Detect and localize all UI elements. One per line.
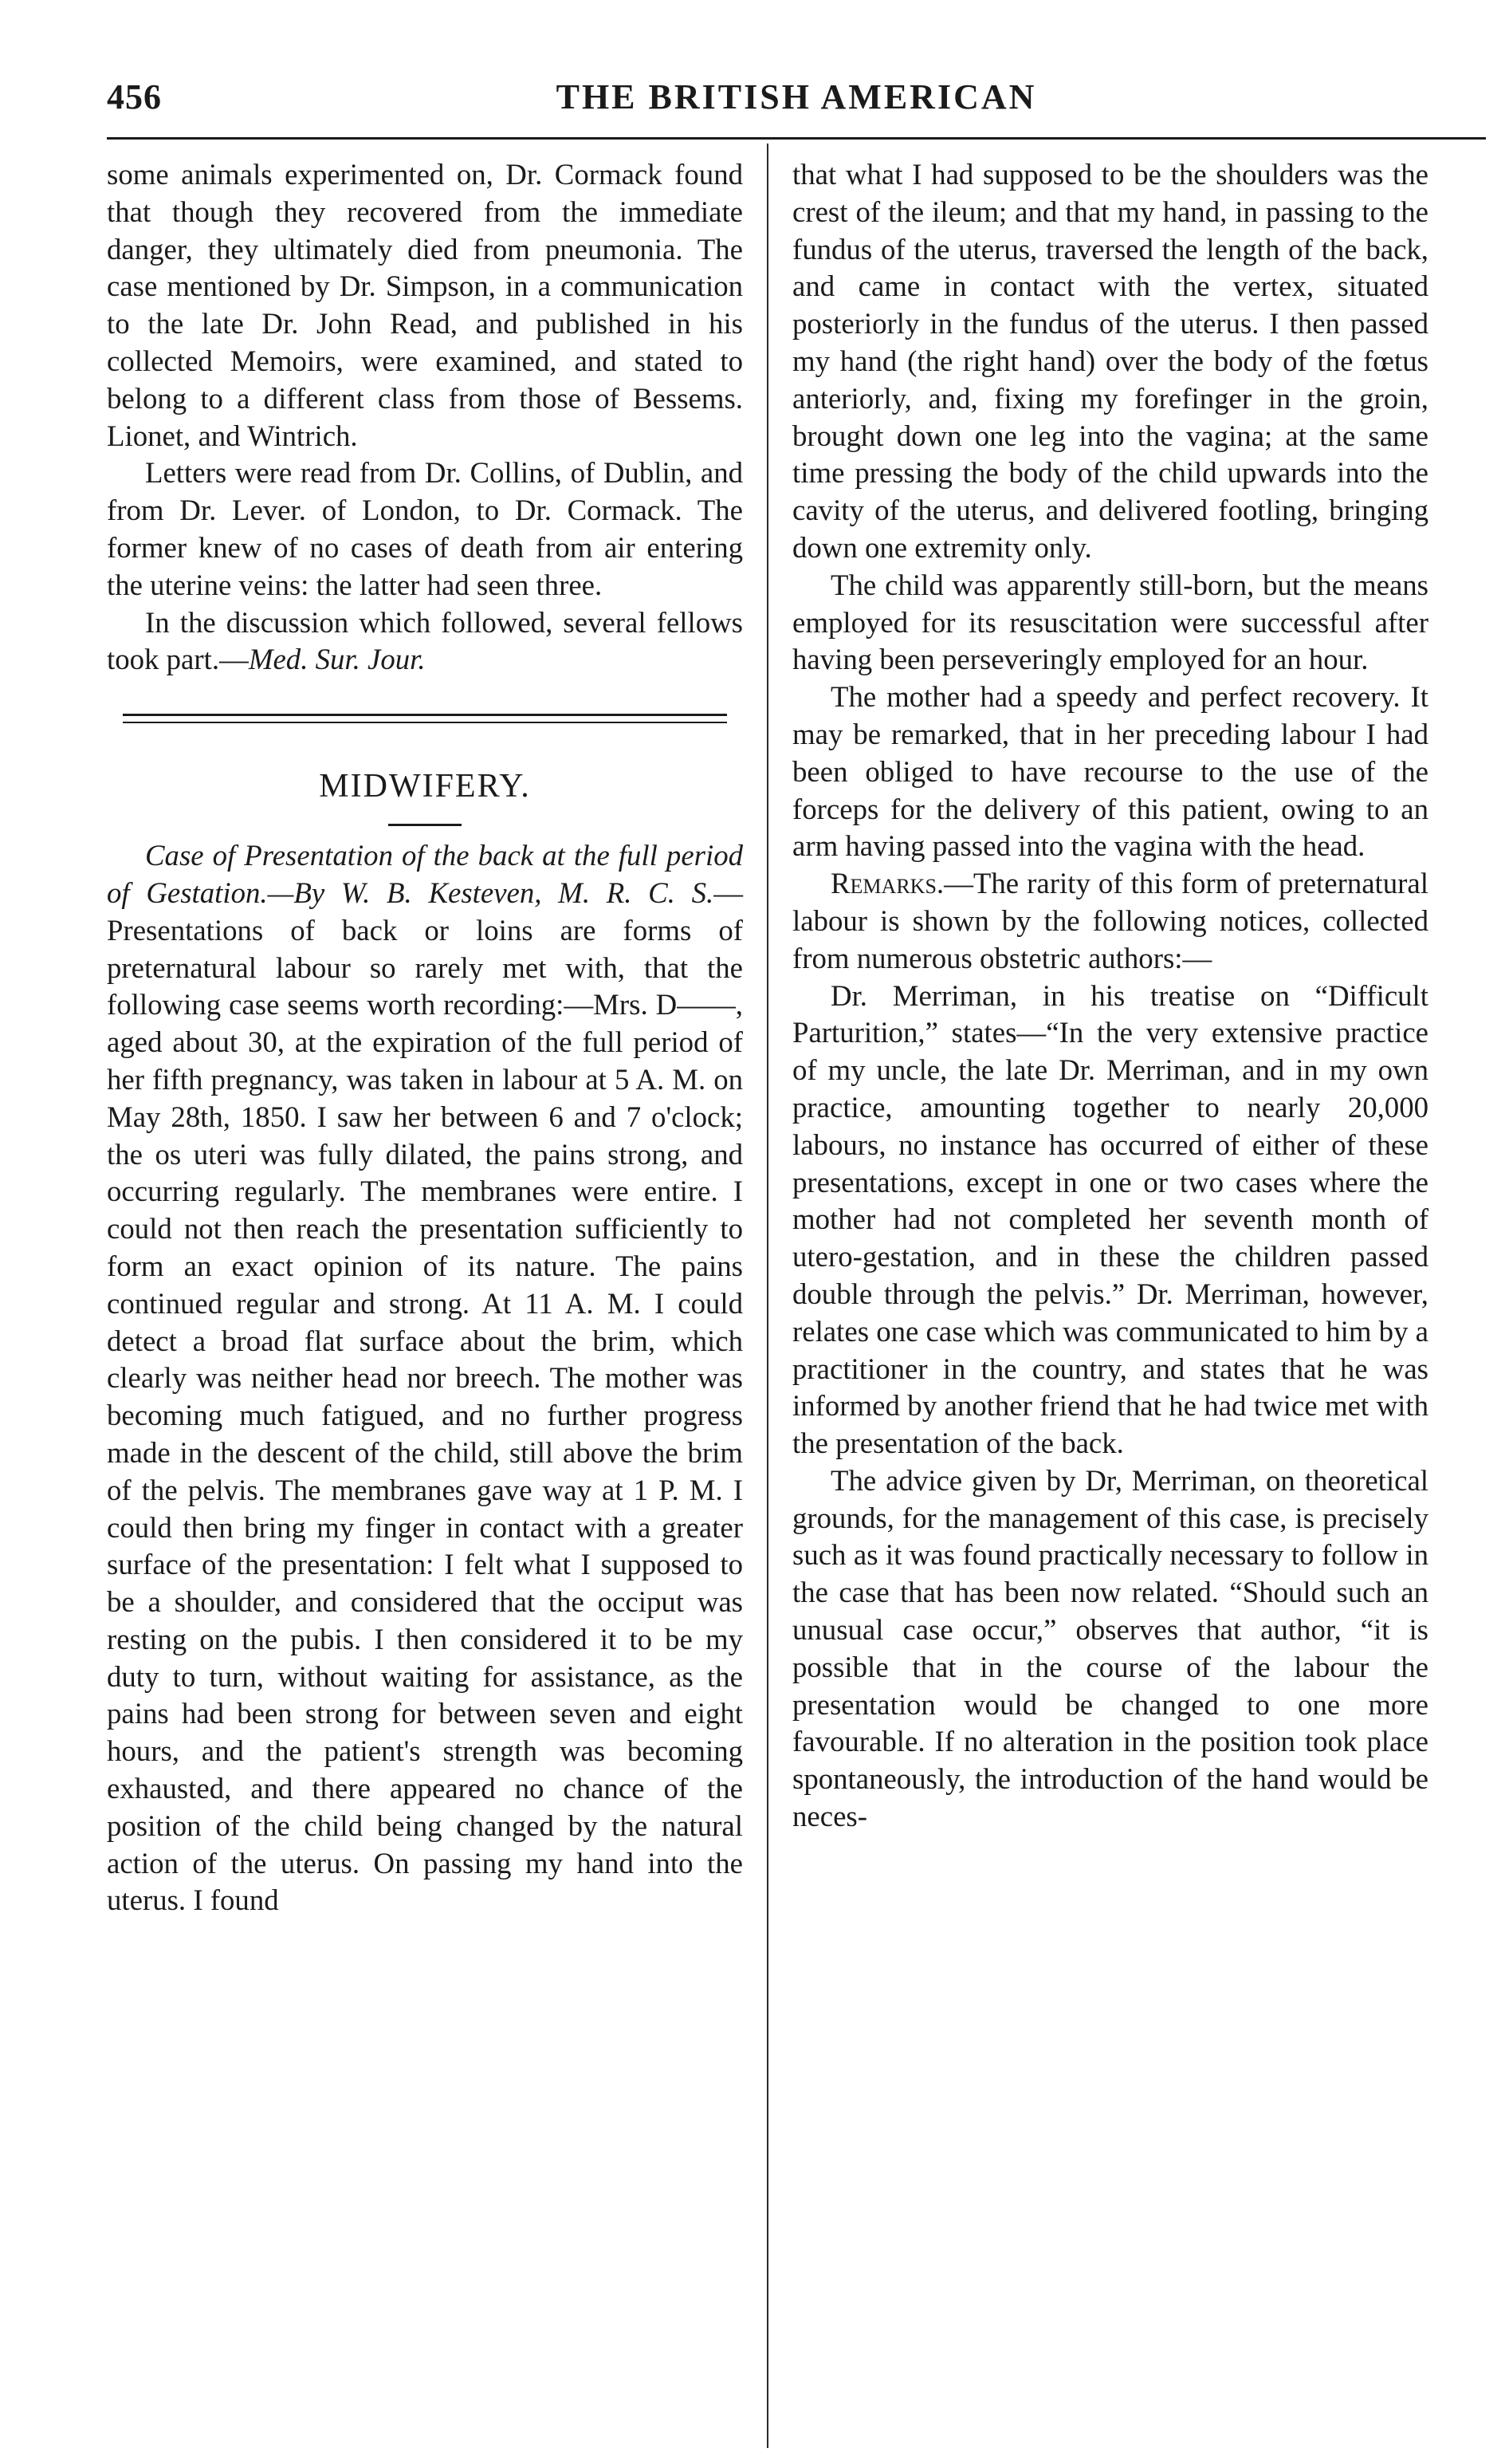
- paragraph: Letters were read from Dr. Collins, of Dublin, and from Dr. Lever. of London, to Dr. Cormack. The former knew of no cases of death from air entering the uterine veins: the latter had seen three.: [107, 456, 743, 601]
- paragraph: some animals experimented on, Dr. Cormack found that though they recovered from the immediate danger, they ultimately died from pneumonia. The case mentioned by Dr. Simpson, in a communication to the late Dr. John Read, and published in his collected Memoirs, were examined, and stated to belong to a different class from those of Bessems. Lionet, and Wintrich.: [107, 158, 743, 452]
- article-title: Case of Presentation of the back at the full period of Gestation.—By W. B. Kesteven, M. R. C. S.: [107, 839, 743, 909]
- title-rule: [388, 824, 462, 826]
- right-column: [792, 156, 1428, 1836]
- article-text: —Presentations of back or loins are forms of preternatural labour so rarely met with, that the following case seems worth recording:—Mrs. D——, aged about 30, at the expiration of the full period of her fifth pregnancy, was taken in labour at 5 A. M. on May 28th, 1850. I saw her between 6 and 7 o'clock; the os uteri was fully dilated, the pains strong, and occurring regularly. The membranes were entire. I could not then reach the presentation sufficiently to form an exact opinion of its nature. The pains continued regular and strong. At 11 A. M. I could detect a broad flat surface about the brim, which clearly was neither head nor breech. The mother was becoming much fatigued, and no further progress made in the descent of the child, still above the brim of the pelvis. The membranes gave way at 1 P. M. I could then bring my finger in contact with a greater surface of the presentation: I felt what I supposed to be a shoulder, and considered that the occiput was resting on the pubis. I then considered it to be my duty to turn, without waiting for assistance, as the pains had been strong for between seven and eight hours, and the patient's strength was becoming exhausted, and there appeared no chance of the position of the child being changed by the natural action of the uterus. On passing my hand into the uterus. I found: [107, 876, 743, 1917]
- remarks-label: Remarks.: [831, 867, 945, 900]
- remarks-paragraph: [792, 865, 1428, 977]
- paragraph: The advice given by Dr, Merriman, on theoretical grounds, for the management of this case, is precisely such as it was found practically necessary to follow in the case that has been now related. “Should such an unusual case occur,” observes that author, “it is possible that in the course of the labour the presentation would be changed to one more favourable. If no alteration in the position took place spontaneously, the introduction of the hand would be neces-: [792, 1463, 1428, 1833]
- source-citation: Med. Sur. Jour.: [248, 643, 426, 676]
- column-divider: [767, 144, 768, 2448]
- paragraph: The child was apparently still-born, but the means employed for its resuscitation were successful after having been perseveringly employed for an hour.: [792, 568, 1428, 676]
- paragraph: that what I had supposed to be the shoulders was the crest of the ileum; and that my hand, in passing to the fundus of the uterus, traversed the length of the back, and came in contact with the vertex, situated posteriorly in the fundus of the uterus. I then passed my hand (the right hand) over the body of the fœtus anteriorly, and, fixing my forefinger in the groin, brought down one leg into the vagina; at the same time pressing the body of the child upwards into the cavity of the uterus, and delivered footling, bringing down one extremity only.: [792, 158, 1428, 564]
- section-separator: [123, 714, 727, 723]
- remarks-text: —The rarity of this form of preternatural labour is shown by the following notices, collected from numerous obstetric authors:—: [792, 867, 1428, 974]
- page-number: 456: [107, 77, 162, 116]
- section-title: MIDWIFERY.: [319, 768, 531, 805]
- header-rule: [107, 137, 1486, 140]
- paragraph-text: In the discussion which followed, several fellows took part.—: [107, 605, 743, 676]
- page-header: [107, 77, 1486, 140]
- paragraph: The mother had a speedy and perfect recovery. It may be remarked, that in her preceding labour I had been obliged to have recourse to the use of the forceps for the delivery of this patient, owing to an arm having passed into the vagina with the head.: [792, 680, 1428, 863]
- running-title: THE BRITISH AMERICAN: [556, 77, 1037, 116]
- left-column: [107, 156, 743, 1919]
- paragraph-citation: [107, 604, 743, 679]
- paragraph: Dr. Merriman, in his treatise on “Difficult Parturition,” states—“In the very extensive practice of my uncle, the late Dr. Merriman, and in my own practice, amounting together to nearly 20,000 labours, no instance has occurred of either of these presentations, except in one or two cases where the mother had not completed her seventh month of utero-gestation, and in these the children passed double through the pelvis.” Dr. Merriman, however, relates one case which was communicated to him by a practitioner in the country, and states that he was informed by another friend that he had twice met with the presentation of the back.: [792, 978, 1429, 1460]
- article-paragraph: [107, 837, 743, 1919]
